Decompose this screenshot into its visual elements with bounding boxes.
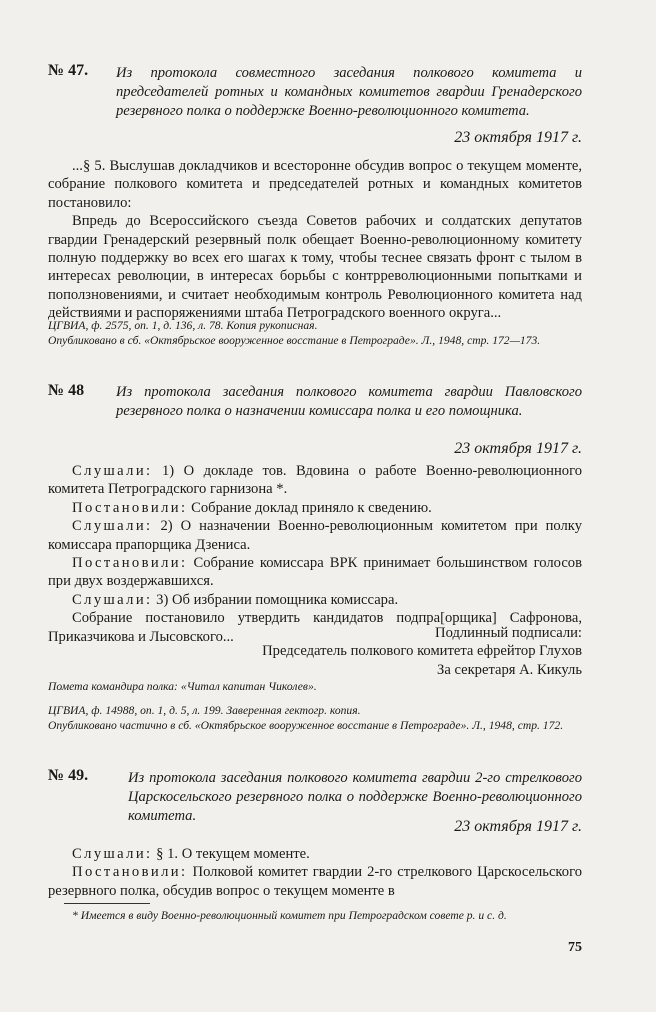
doc47-paragraph-2: Впредь до Всероссийского съезда Советов рабочих и солдатских депутатов гвардии Гренадерский резервный полк обещает Военно-революционному комитету полную поддержку во всех его шагах к тому, чтобы теснее связать фронт с тылом в интересах революции, в интересах борьбы с контрреволюционными попытками и поползновениями, и считает необходимым контроль Революционного комитета над действиями и распоряжениями штаба Петроградского военного округа... <box>48 213 582 322</box>
doc48-line-4 <box>48 554 582 591</box>
doc48-archive-ref: ЦГВИА, ф. 14988, оп. 1, д. 5, л. 199. Заверенная гектогр. копия. <box>48 704 361 717</box>
doc48-heading: Из протокола заседания полкового комитета гвардии Павловского резервного полка о назначении комиссара полка и его помощника. <box>116 384 582 419</box>
doc48-commander-note: Помета командира полка: «Читал капитан Чиколев». <box>48 680 317 693</box>
doc49-heading: Из протокола заседания полкового комитета гвардии 2-го стрелкового Царскосельского резервного полка о поддержке Военно-революционного комитета. <box>128 770 582 824</box>
doc48-text-1: 1) О докладе тов. Вдовина о работе Военно-революционного комитета Петроградского гарнизона *. <box>48 463 582 498</box>
doc48-publication-ref: Опубликовано частично в сб. «Октябрьское вооруженное восстание в Петрограде». Л., 1948, стр. 172. <box>48 718 564 732</box>
doc48-date: 23 октября 1917 г. <box>454 440 582 457</box>
doc49-body <box>48 845 582 900</box>
doc48-label-heard-3: Слушали: <box>72 591 153 608</box>
doc48-text-4: Собрание комиссара ВРК принимает большинством голосов при двух воздержавшихся. <box>48 555 582 590</box>
doc48-label-resolved-1: Постановили: <box>72 499 188 516</box>
doc47-date: 23 октября 1917 г. <box>454 129 582 146</box>
footnote: * Имеется в виду Военно-революционный комитет при Петроградском совете р. и с. д. <box>72 909 507 922</box>
doc49-text-2: Полковой комитет гвардии 2-го стрелкового Царскосельского резервного полка, обсудив вопрос о текущем моменте в <box>48 864 582 899</box>
doc48-text-3: 2) О назначении Военно-революционным комитетом при полку комиссара прапорщика Дзениса. <box>48 518 582 553</box>
doc47-archive-ref: ЦГВИА, ф. 2575, оп. 1, д. 136, л. 78. Копия рукописная. <box>48 319 318 332</box>
doc48-signed-by: Подлинный подписали: <box>435 625 582 641</box>
doc48-label-heard-2: Слушали: <box>72 518 153 535</box>
doc48-label-resolved-2: Постановили: <box>72 555 188 572</box>
doc48-text-5: 3) Об избрании помощника комиссара. <box>152 591 399 608</box>
doc47-heading: Из протокола совместного заседания полкового комитета и председателей ротных и командных комитетов гвардии Гренадерского резервного полка о поддержке Военно-революционного комитета. <box>116 65 582 119</box>
doc48-label-heard-1: Слушали: <box>72 463 153 479</box>
doc47-publication-ref: Опубликовано в сб. «Октябрьское вооруженное восстание в Петрограде». Л., 1948, стр. 172—173. <box>48 333 541 347</box>
doc48-note <box>48 680 582 695</box>
doc47-number: № 47. <box>48 62 89 79</box>
doc48-signatory-secretary: За секретаря А. Кикуль <box>437 661 582 678</box>
doc48-line-5 <box>48 591 582 609</box>
doc47-paragraph-1: ...§ 5. Выслушав докладчиков и всесторонне обсудив вопрос о текущем моменте, собрание полкового комитета и председателей ротных и командных комитетов постановило: <box>48 158 582 211</box>
doc49-line-2 <box>48 863 582 900</box>
doc49-date: 23 октября 1917 г. <box>454 818 582 835</box>
doc48-line-1 <box>48 462 582 499</box>
doc49-text-1: § 1. О текущем моменте. <box>152 846 310 862</box>
doc48-signatory-chairman: Председатель полкового комитета ефрейтор Глухов <box>262 643 582 660</box>
doc49-number: № 49. <box>48 767 89 784</box>
doc49-line-1 <box>48 845 582 863</box>
doc49-label-resolved: Постановили: <box>72 864 188 881</box>
doc49-label-heard: Слушали: <box>72 846 153 862</box>
doc48-source <box>48 704 582 733</box>
doc48-text-2: Собрание доклад приняло к сведению. <box>187 499 432 516</box>
doc47-body <box>48 157 582 323</box>
doc48-line-2 <box>48 499 582 517</box>
doc48-line-6: Собрание постановило утвердить кандидатов подпра[орщика] Сафронова, Приказчикова и Лысовского... <box>48 610 582 645</box>
doc48-body <box>48 462 582 646</box>
page-number: 75 <box>568 940 582 955</box>
footnote-rule <box>64 903 150 904</box>
doc48-signatures <box>262 624 582 679</box>
doc48-number: № 48 <box>48 382 85 399</box>
doc48-line-3 <box>48 517 582 554</box>
doc47-source <box>48 319 582 348</box>
